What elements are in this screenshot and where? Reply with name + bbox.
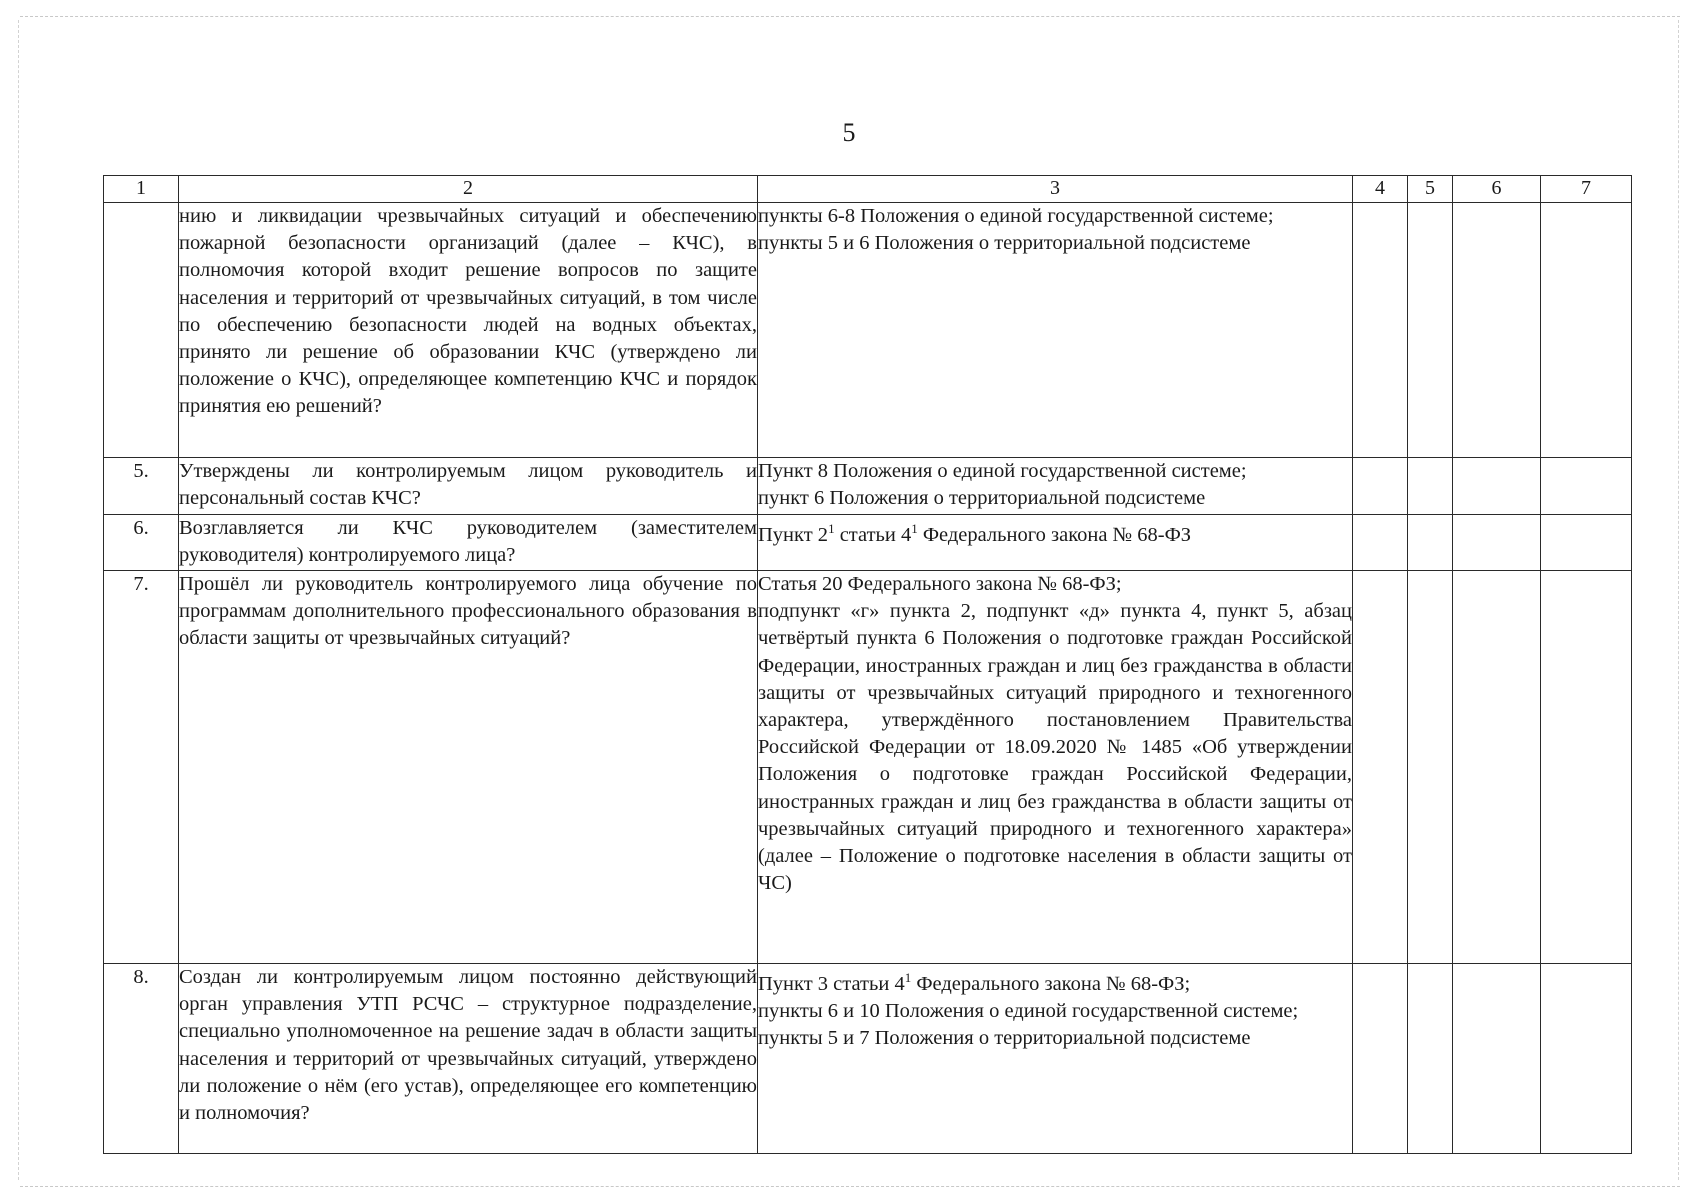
blank-cell-col4	[1353, 571, 1408, 964]
row-number: 7.	[104, 571, 179, 964]
column-header-7: 7	[1541, 176, 1632, 203]
reference-line: пункты 6-8 Положения о единой государственной системе;	[758, 205, 1274, 227]
column-header-2: 2	[179, 176, 758, 203]
reference-cell	[758, 203, 1353, 458]
superscript: 1	[828, 521, 835, 536]
reference-line	[758, 964, 1352, 998]
blank-cell-col6	[1453, 571, 1541, 964]
blank-cell-col4	[1353, 964, 1408, 1154]
scan-edge-right	[1678, 20, 1679, 1180]
reference-part: Федерального закона № 68-ФЗ	[917, 523, 1192, 546]
reference-part: статьи 4	[834, 523, 912, 546]
scan-edge-top	[20, 16, 1680, 17]
column-header-6: 6	[1453, 176, 1541, 203]
reference-cell	[758, 515, 1353, 571]
reference-line: подпункт «г» пункта 2, подпункт «д» пункта 4, пункт 5, абзац четвёртый пункта 6 Положения о подготовке граждан Российской Федерации, иностранных граждан и лиц без гражданства в области защиты от чрезвычайных ситуаций природного и техногенного характера, утверждённого постановлением Правительства Российской Федерации от 18.09.2020 № 1485 «Об утверждении Положения о подготовке граждан Российской Федерации, иностранных граждан и лиц без гражданства в области защиты от чрезвычайных ситуаций природного и техногенного характера» (далее – Положение о подготовке населения в области защиты от ЧС)	[758, 600, 1352, 895]
reference-part: Пункт 2	[758, 523, 829, 546]
column-header-4: 4	[1353, 176, 1408, 203]
reference-part: Пункт 3 статьи 4	[758, 972, 905, 995]
superscript: 1	[911, 521, 918, 536]
blank-cell-col6	[1453, 203, 1541, 458]
blank-cell-col6	[1453, 515, 1541, 571]
reference-line: пункты 6 и 10 Положения о единой государственной системе;	[758, 1000, 1299, 1023]
blank-cell-col7	[1541, 458, 1632, 515]
blank-cell-col4	[1353, 203, 1408, 458]
blank-cell-col6	[1453, 458, 1541, 515]
table-row	[104, 203, 1632, 458]
checklist-table	[103, 175, 1632, 1154]
page-number: 5	[842, 118, 856, 147]
scan-edge-bottom	[20, 1186, 1680, 1187]
blank-cell-col5	[1408, 458, 1453, 515]
blank-cell-col7	[1541, 571, 1632, 964]
blank-cell-col6	[1453, 964, 1541, 1154]
column-header-5: 5	[1408, 176, 1453, 203]
reference-line: Статья 20 Федерального закона № 68-ФЗ;	[758, 573, 1122, 595]
row-number: 5.	[104, 458, 179, 515]
table-row	[104, 458, 1632, 515]
blank-cell-col7	[1541, 203, 1632, 458]
reference-line: пункт 6 Положения о территориальной подсистеме	[758, 487, 1206, 510]
reference-line: пункты 5 и 6 Положения о территориальной подсистеме	[758, 232, 1251, 255]
scan-edge-left	[18, 20, 19, 1180]
question-cell: нию и ликвидации чрезвычайных ситуаций и обеспечению пожарной безопасности организаций (далее – КЧС), в полномочия которой входит решение вопросов по защите населения и территорий от чрезвычайных ситуаций, в том числе по обеспечению безопасности людей на водных объектах, принято ли решение об образовании КЧС (утверждено ли положение о КЧС), определяющее компетенцию КЧС и порядок принятия ею решений?	[179, 203, 758, 458]
question-cell: Прошёл ли руководитель контролируемого лица обучение по программам дополнительного профессионального образования в области защиты от чрезвычайных ситуаций?	[179, 571, 758, 964]
reference-cell	[758, 458, 1353, 515]
question-cell: Утверждены ли контролируемым лицом руководитель и персональный состав КЧС?	[179, 458, 758, 515]
table-row	[104, 571, 1632, 964]
reference-cell	[758, 964, 1353, 1154]
blank-cell-col5	[1408, 203, 1453, 458]
reference-cell	[758, 571, 1353, 964]
blank-cell-col7	[1541, 515, 1632, 571]
blank-cell-col4	[1353, 458, 1408, 515]
column-header-3: 3	[758, 176, 1353, 203]
blank-cell-col5	[1408, 964, 1453, 1154]
reference-line: пункты 5 и 7 Положения о территориальной подсистеме	[758, 1027, 1251, 1050]
row-number: 8.	[104, 964, 179, 1154]
reference-part: Федерального закона № 68-ФЗ;	[911, 972, 1191, 995]
reference-line: Пункт 8 Положения о единой государственной системе;	[758, 460, 1247, 482]
table-row	[104, 515, 1632, 571]
table-header-row	[104, 176, 1632, 203]
blank-cell-col4	[1353, 515, 1408, 571]
row-number	[104, 203, 179, 458]
question-cell: Возглавляется ли КЧС руководителем (заместителем руководителя) контролируемого лица?	[179, 515, 758, 571]
superscript: 1	[904, 970, 912, 985]
question-cell: Создан ли контролируемым лицом постоянно действующий орган управления УТП РСЧС – структурное подразделение, специально уполномоченное на решение задач в области защиты населения и территорий от чрезвычайных ситуаций, утверждено ли положение о нём (его устав), определяющее его компетенцию и полномочия?	[179, 964, 758, 1154]
blank-cell-col5	[1408, 571, 1453, 964]
table-row	[104, 964, 1632, 1154]
blank-cell-col7	[1541, 964, 1632, 1154]
blank-cell-col5	[1408, 515, 1453, 571]
row-number: 6.	[104, 515, 179, 571]
column-header-1: 1	[104, 176, 179, 203]
